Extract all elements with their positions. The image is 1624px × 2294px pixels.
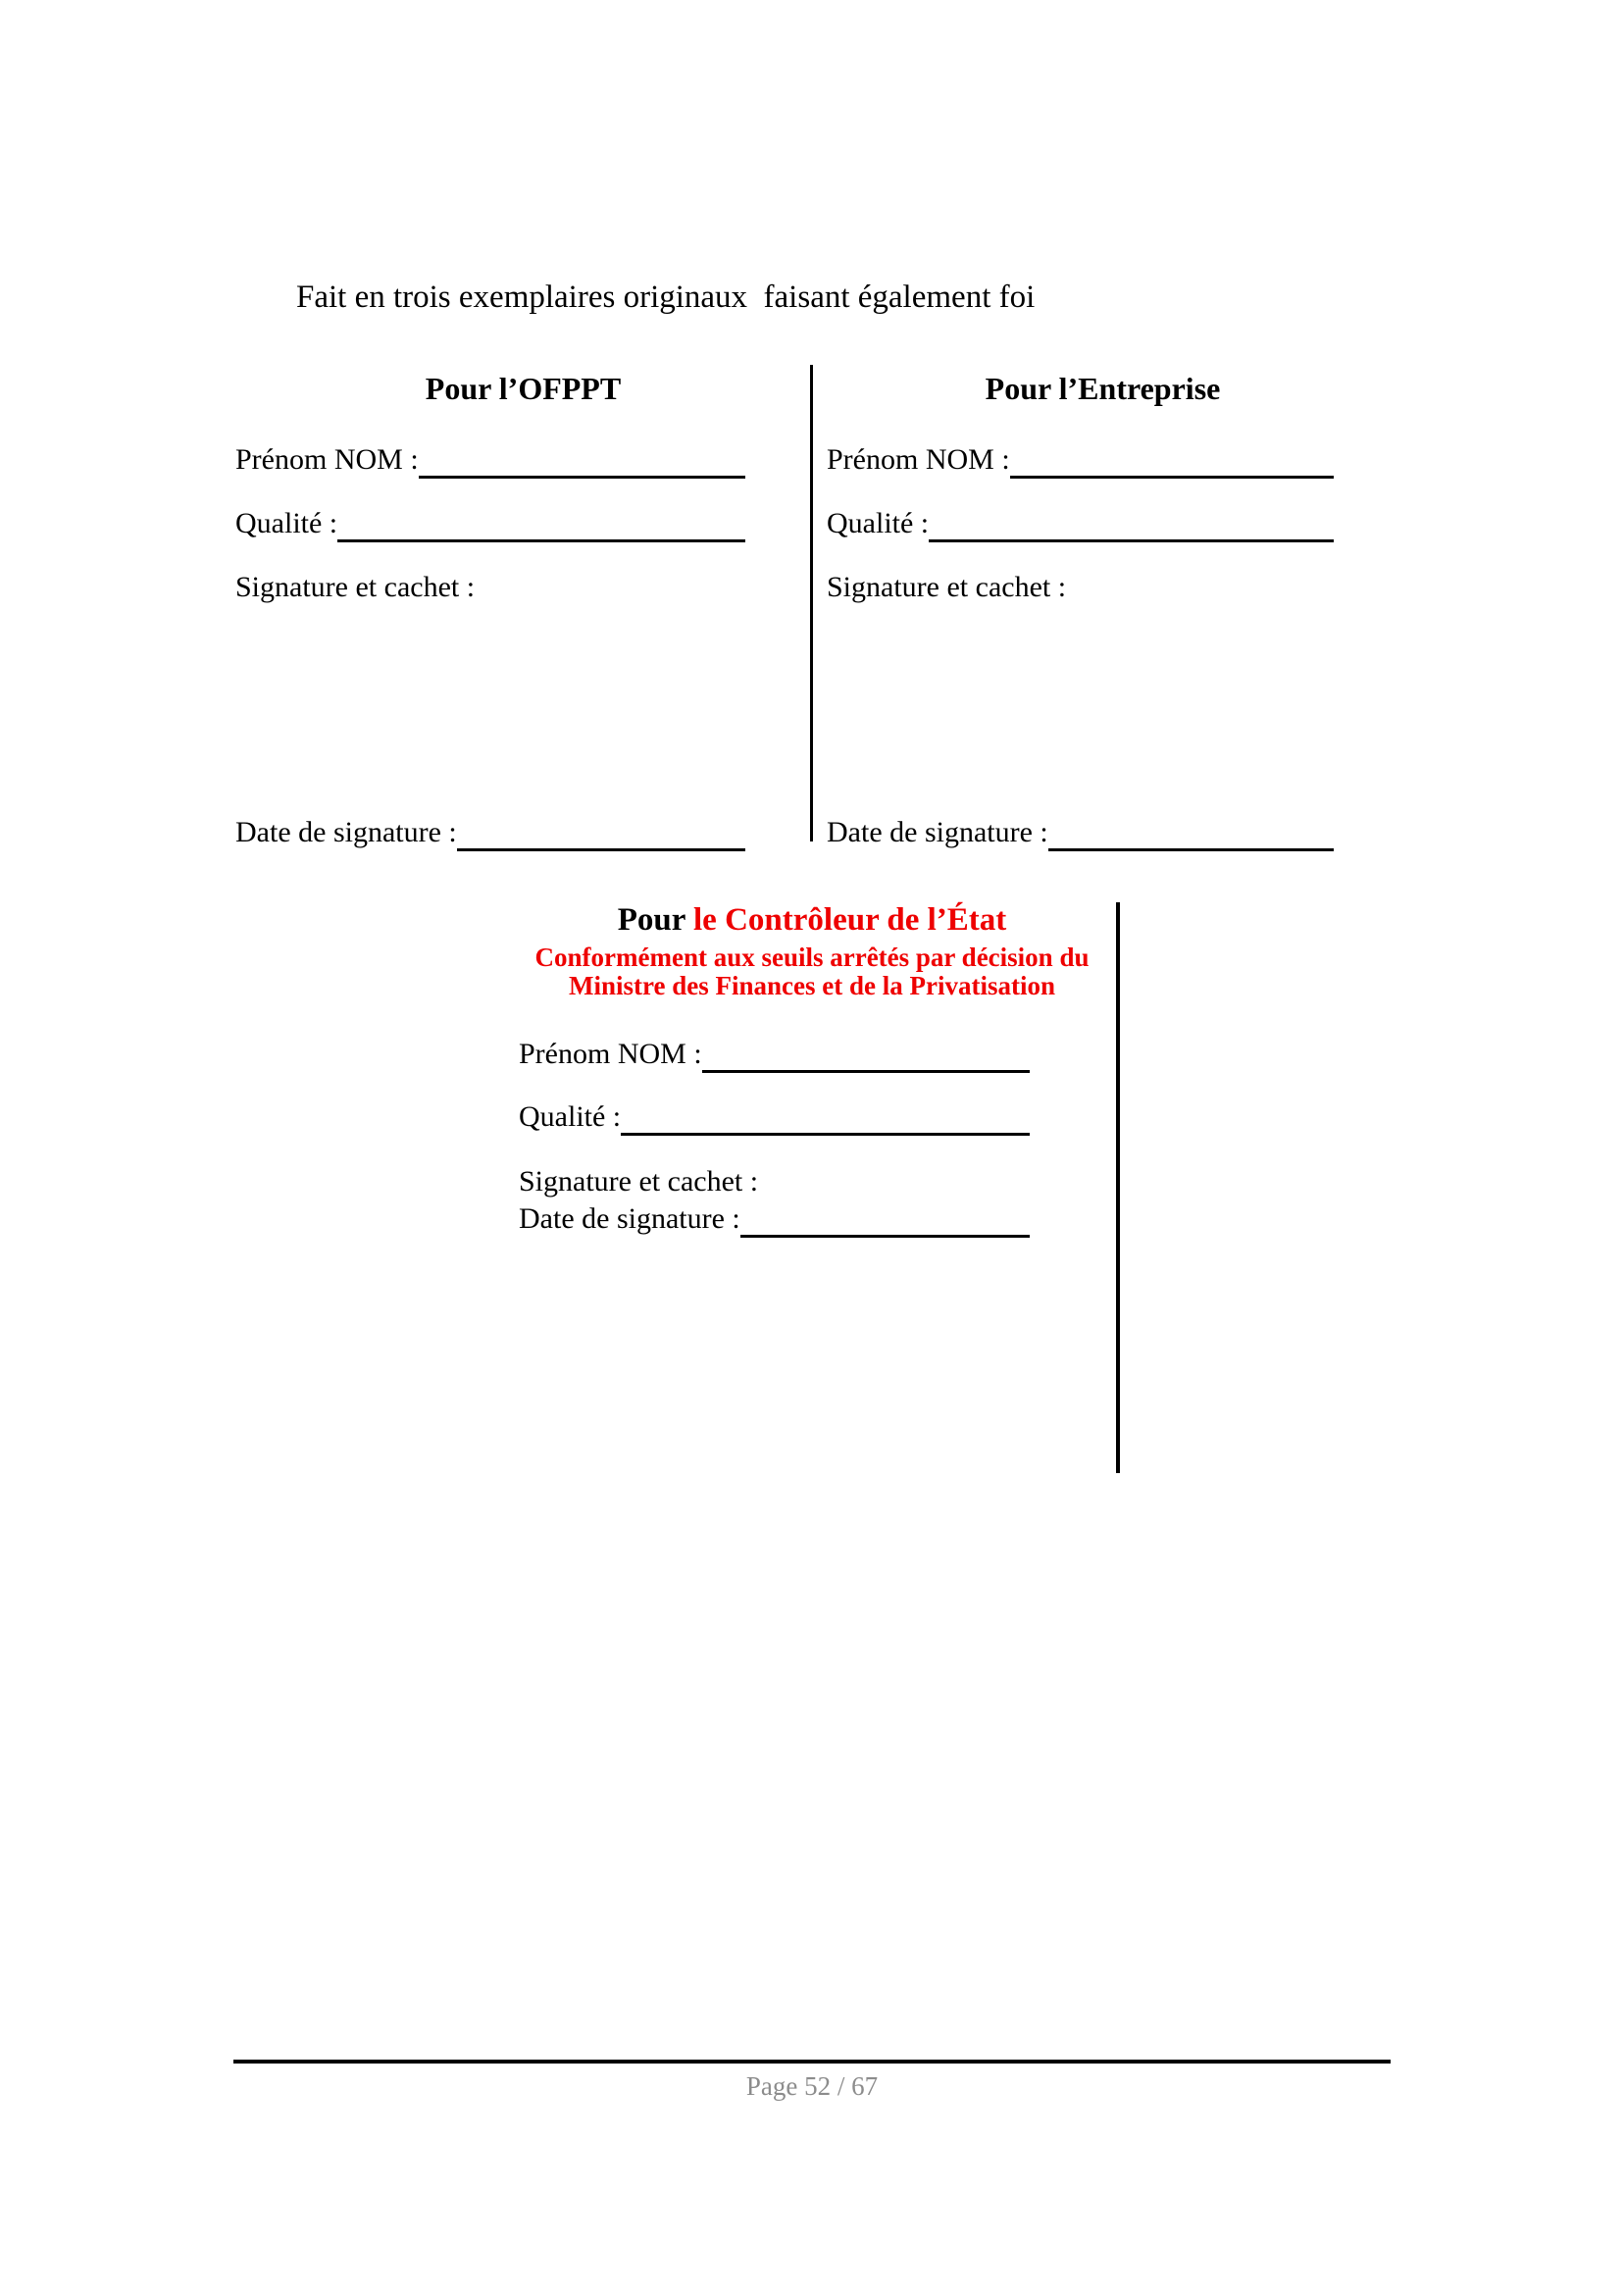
entreprise-signature-row — [827, 569, 1334, 606]
footer-page-number: Page 52 / 67 — [745, 2071, 879, 2101]
prenom-nom-blank-line — [702, 1036, 1030, 1073]
qualite-label: Qualité : — [827, 507, 930, 539]
date-signature-label: Date de signature : — [235, 816, 457, 848]
page-title: Fait en trois exemplaires originaux faisant également foi — [296, 280, 1036, 315]
signature-cachet-label: Signature et cachet : — [519, 1165, 759, 1198]
entreprise-column-header: Pour l’Entreprise — [985, 371, 1221, 406]
controleur-divider-line — [1116, 902, 1120, 1473]
ofppt-signature-fields — [235, 441, 745, 851]
controleur-note-line2: Ministre des Finances et de la Privatisation — [569, 971, 1055, 1000]
ofppt-signature-row — [235, 569, 745, 606]
column-divider-line — [810, 365, 813, 841]
controleur-header-prefix: Pour — [617, 902, 694, 938]
date-signature-blank-line — [740, 1200, 1030, 1238]
controleur-section-header — [392, 900, 1232, 940]
ofppt-date-row — [235, 814, 745, 851]
entreprise-prenom-nom-row — [827, 441, 1334, 479]
controleur-signature-fields — [519, 1036, 1030, 1238]
signature-cachet-label: Signature et cachet : — [235, 571, 476, 603]
qualite-blank-line — [929, 505, 1334, 542]
controleur-note-line1: Conformément aux seuils arrêtés par décision du — [534, 943, 1090, 972]
entreprise-date-row — [827, 814, 1334, 851]
controleur-signature-row — [519, 1163, 1030, 1200]
controleur-date-row — [519, 1200, 1030, 1238]
date-signature-label: Date de signature : — [519, 1202, 740, 1235]
date-signature-blank-line — [457, 814, 745, 851]
footer-rule-line — [233, 2060, 1391, 2064]
prenom-nom-label: Prénom NOM : — [235, 443, 419, 476]
ofppt-column-header: Pour l’OFPPT — [425, 371, 622, 406]
prenom-nom-label: Prénom NOM : — [827, 443, 1010, 476]
ofppt-qualite-row — [235, 505, 745, 542]
entreprise-signature-fields — [827, 441, 1334, 851]
prenom-nom-blank-line — [419, 441, 745, 479]
controleur-qualite-row — [519, 1098, 1030, 1136]
controleur-prenom-nom-row — [519, 1036, 1030, 1073]
ofppt-prenom-nom-row — [235, 441, 745, 479]
qualite-blank-line — [337, 505, 745, 542]
date-signature-label: Date de signature : — [827, 816, 1048, 848]
qualite-blank-line — [621, 1098, 1030, 1136]
qualite-label: Qualité : — [235, 507, 338, 539]
controleur-header-red-text: le Contrôleur de l’État — [693, 902, 1007, 938]
entreprise-qualite-row — [827, 505, 1334, 542]
controleur-note — [392, 943, 1232, 1000]
prenom-nom-label: Prénom NOM : — [519, 1038, 702, 1070]
signature-cachet-label: Signature et cachet : — [827, 571, 1067, 603]
date-signature-blank-line — [1048, 814, 1334, 851]
prenom-nom-blank-line — [1010, 441, 1334, 479]
qualite-label: Qualité : — [519, 1100, 622, 1133]
